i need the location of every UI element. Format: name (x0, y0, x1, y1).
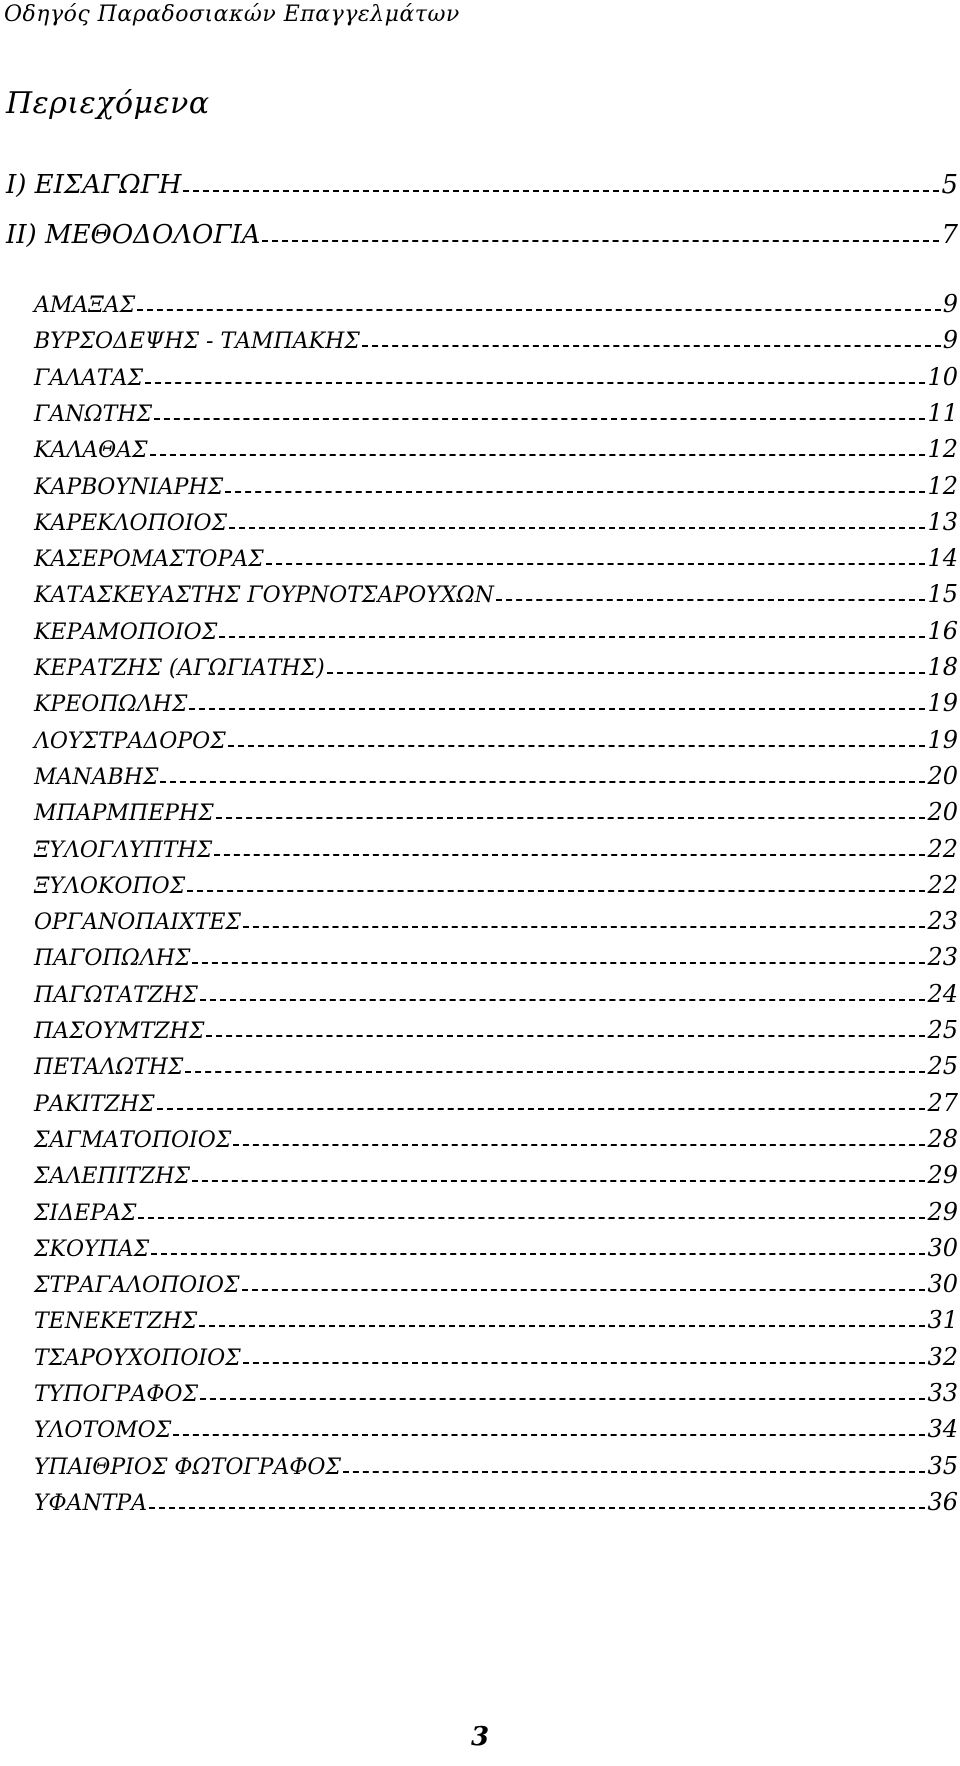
toc-entry-page: 23 (927, 907, 958, 935)
toc-entry-page: 34 (927, 1415, 958, 1443)
toc-entry-label: ΣΚΟΥΠΑΣ (34, 1237, 150, 1262)
toc-entry[interactable] (34, 508, 958, 536)
toc-entry[interactable] (34, 689, 958, 717)
toc-entry-label: ΠΑΓΩΤΑΤΖΗΣ (34, 983, 198, 1008)
toc-entry[interactable] (34, 798, 958, 826)
dot-leader (185, 1052, 925, 1080)
toc-entry-page: 23 (927, 943, 958, 971)
dot-leader (243, 907, 925, 935)
toc-entry-page: 24 (927, 980, 958, 1008)
toc-entry[interactable] (6, 170, 958, 200)
toc-entry-page: 20 (927, 798, 958, 826)
toc-entry-label: ΒΥΡΣΟΔΕΨΗΣ - ΤΑΜΠΑΚΗΣ (34, 329, 360, 354)
toc-entry[interactable] (34, 1488, 958, 1516)
toc-entry[interactable] (34, 871, 958, 899)
toc-entry-label: ΣΙΔΕΡΑΣ (34, 1201, 137, 1226)
toc-entry-page: 30 (927, 1234, 958, 1262)
toc-entry[interactable] (34, 1234, 958, 1262)
toc-entry-label: ΚΑΡΒΟΥΝΙΑΡΗΣ (34, 475, 224, 500)
toc-entry[interactable] (34, 1306, 958, 1334)
toc-entry-label: ΜΑΝΑΒΗΣ (34, 765, 159, 790)
dot-leader (137, 290, 940, 318)
toc-entry-label: ΥΦΑΝΤΡΑ (34, 1491, 148, 1516)
dot-leader (243, 1343, 926, 1371)
toc-entry[interactable] (34, 1125, 958, 1153)
dot-leader (145, 363, 925, 391)
toc-entry[interactable] (34, 1198, 958, 1226)
dot-leader (199, 1306, 925, 1334)
dot-leader (225, 472, 925, 500)
dot-leader (192, 1161, 925, 1189)
toc-entry[interactable] (34, 1270, 958, 1298)
toc-entry[interactable] (34, 726, 958, 754)
toc-entry-label: ΛΟΥΣΤΡΑΔΟΡΟΣ (34, 729, 226, 754)
toc-entry-label: ΚΡΕΟΠΩΛΗΣ (34, 692, 188, 717)
toc-entry-page: 19 (927, 726, 958, 754)
toc-entry-label: ΤΥΠΟΓΡΑΦΟΣ (34, 1382, 199, 1407)
dot-leader (228, 726, 926, 754)
toc-entry-page: 22 (927, 871, 958, 899)
dot-leader (343, 1452, 925, 1480)
toc-entry-page: 7 (941, 220, 958, 250)
toc-entry[interactable] (34, 1089, 958, 1117)
toc-entry-page: 12 (927, 472, 958, 500)
dot-leader (327, 653, 926, 681)
toc-entry-label: ΑΜΑΞΑΣ (34, 293, 136, 318)
toc-entry[interactable] (34, 290, 958, 318)
dot-leader (173, 1415, 925, 1443)
toc-entry[interactable] (34, 544, 958, 572)
toc-entry-page: 12 (927, 435, 958, 463)
dot-leader (183, 170, 939, 200)
toc-entry[interactable] (34, 1379, 958, 1407)
dot-leader (266, 544, 926, 572)
toc-entry[interactable] (34, 617, 958, 645)
toc-entry-label: ΓΑΝΩΤΗΣ (34, 402, 153, 427)
toc-entry-label: ΣΑΓΜΑΤΟΠΟΙΟΣ (34, 1128, 232, 1153)
dot-leader (138, 1198, 925, 1226)
toc-entry[interactable] (34, 1161, 958, 1189)
toc-entry[interactable] (34, 1052, 958, 1080)
toc-entry[interactable] (34, 762, 958, 790)
dot-leader (150, 435, 926, 463)
dot-leader (206, 1016, 925, 1044)
toc-entry-page: 29 (927, 1198, 958, 1226)
dot-leader (154, 399, 925, 427)
dot-leader (214, 835, 925, 863)
dot-leader (160, 762, 925, 790)
dot-leader (233, 1125, 925, 1153)
toc-entry-label: ΣΤΡΑΓΑΛΟΠΟΙΟΣ (34, 1273, 240, 1298)
dot-leader (219, 617, 925, 645)
toc-entry-label: ΙΙ) ΜΕΘΟΔΟΛΟΓΙΑ (6, 220, 261, 250)
toc-entry-label: ΚΑΡΕΚΛΟΠΟΙΟΣ (34, 511, 228, 536)
dot-leader (187, 871, 925, 899)
toc-entry-page: 20 (927, 762, 958, 790)
toc-entry-page: 27 (927, 1089, 958, 1117)
toc-entry-page: 31 (927, 1306, 958, 1334)
toc-entry-label: ΚΕΡΑΤΖΗΣ (ΑΓΩΓΙΑΤΗΣ) (34, 656, 325, 681)
toc-entry-label: ΤΕΝΕΚΕΤΖΗΣ (34, 1309, 198, 1334)
toc-entry-label: ΞΥΛΟΚΟΠΟΣ (34, 874, 186, 899)
dot-leader (229, 508, 925, 536)
toc-entry-label: ΚΕΡΑΜΟΠΟΙΟΣ (34, 620, 218, 645)
toc-entry[interactable] (34, 943, 958, 971)
toc-entry-page: 19 (927, 689, 958, 717)
dot-leader (262, 220, 939, 250)
toc-entry-page: 25 (927, 1016, 958, 1044)
toc-entry-label: ΥΠΑΙΘΡΙΟΣ ΦΩΤΟΓΡΑΦΟΣ (34, 1455, 341, 1480)
toc-entry[interactable] (34, 363, 958, 391)
dot-leader (200, 980, 926, 1008)
toc-entry[interactable] (34, 326, 958, 354)
toc-entry[interactable] (34, 1016, 958, 1044)
toc-entry[interactable] (34, 980, 958, 1008)
toc-entry-page: 35 (927, 1452, 958, 1480)
page-title: Περιεχόμενα (6, 86, 210, 121)
toc-entry-page: 18 (927, 653, 958, 681)
toc-entry[interactable] (34, 580, 958, 608)
toc-entry-page: 25 (927, 1052, 958, 1080)
dot-leader (189, 689, 925, 717)
toc-entry-label: ΡΑΚΙΤΖΗΣ (34, 1092, 155, 1117)
toc-entry[interactable] (6, 220, 958, 250)
toc-entry-label: ΜΠΑΡΜΠΕΡΗΣ (34, 801, 214, 826)
toc-entry-label: ΥΛΟΤΟΜΟΣ (34, 1418, 172, 1443)
toc-entry[interactable] (34, 1343, 958, 1371)
toc-entry-page: 9 (942, 326, 958, 354)
page-number: 3 (470, 1722, 490, 1752)
toc-entry-page: 5 (941, 170, 958, 200)
toc-entry[interactable] (34, 907, 958, 935)
toc-entry-label: ΚΑΤΑΣΚΕΥΑΣΤΗΣ ΓΟΥΡΝΟΤΣΑΡΟΥΧΩΝ (34, 583, 494, 608)
toc-entry-page: 15 (927, 580, 958, 608)
toc-entry-page: 16 (927, 617, 958, 645)
toc-entry-page: 9 (942, 290, 958, 318)
toc-entry-label: ΠΕΤΑΛΩΤΗΣ (34, 1055, 184, 1080)
toc-entry[interactable] (34, 1452, 958, 1480)
toc-entry-label: ΟΡΓΑΝΟΠΑΙΧΤΕΣ (34, 910, 241, 935)
toc-entry-label: ΠΑΓΟΠΩΛΗΣ (34, 946, 191, 971)
dot-leader (362, 326, 941, 354)
toc-entry-page: 11 (927, 399, 958, 427)
toc-entry[interactable] (34, 399, 958, 427)
dot-leader (149, 1488, 925, 1516)
toc-entry-page: 30 (927, 1270, 958, 1298)
toc-entry[interactable] (34, 435, 958, 463)
toc-entry[interactable] (34, 472, 958, 500)
toc-entry[interactable] (34, 653, 958, 681)
toc-entry-label: ΚΑΣΕΡΟΜΑΣΤΟΡΑΣ (34, 547, 264, 572)
toc-entry-label: ΞΥΛΟΓΛΥΠΤΗΣ (34, 838, 213, 863)
toc-entry-label: ΓΑΛΑΤΑΣ (34, 366, 144, 391)
toc-entry-label: ΤΣΑΡΟΥΧΟΠΟΙΟΣ (34, 1346, 241, 1371)
dot-leader (242, 1270, 926, 1298)
toc-entry-label: ΚΑΛΑΘΑΣ (34, 438, 148, 463)
toc-entry-page: 22 (927, 835, 958, 863)
dot-leader (216, 798, 926, 826)
toc-entry-label: ΠΑΣΟΥΜΤΖΗΣ (34, 1019, 205, 1044)
dot-leader (200, 1379, 925, 1407)
toc-entry-page: 13 (927, 508, 958, 536)
toc-entry-page: 10 (927, 363, 958, 391)
toc-entry[interactable] (34, 835, 958, 863)
running-header: Οδηγός Παραδοσιακών Επαγγελμάτων (4, 2, 460, 27)
dot-leader (192, 943, 925, 971)
toc-entry-page: 33 (927, 1379, 958, 1407)
toc-entry-page: 36 (927, 1488, 958, 1516)
toc-entry-page: 14 (927, 544, 958, 572)
dot-leader (157, 1089, 926, 1117)
toc-entry-page: 28 (927, 1125, 958, 1153)
dot-leader (151, 1234, 925, 1262)
toc-entry-page: 29 (927, 1161, 958, 1189)
toc-entry-label: Ι) ΕΙΣΑΓΩΓΗ (6, 170, 182, 200)
toc-entry-label: ΣΑΛΕΠΙΤΖΗΣ (34, 1164, 190, 1189)
dot-leader (496, 580, 926, 608)
toc-entry-page: 32 (927, 1343, 958, 1371)
toc-entry[interactable] (34, 1415, 958, 1443)
